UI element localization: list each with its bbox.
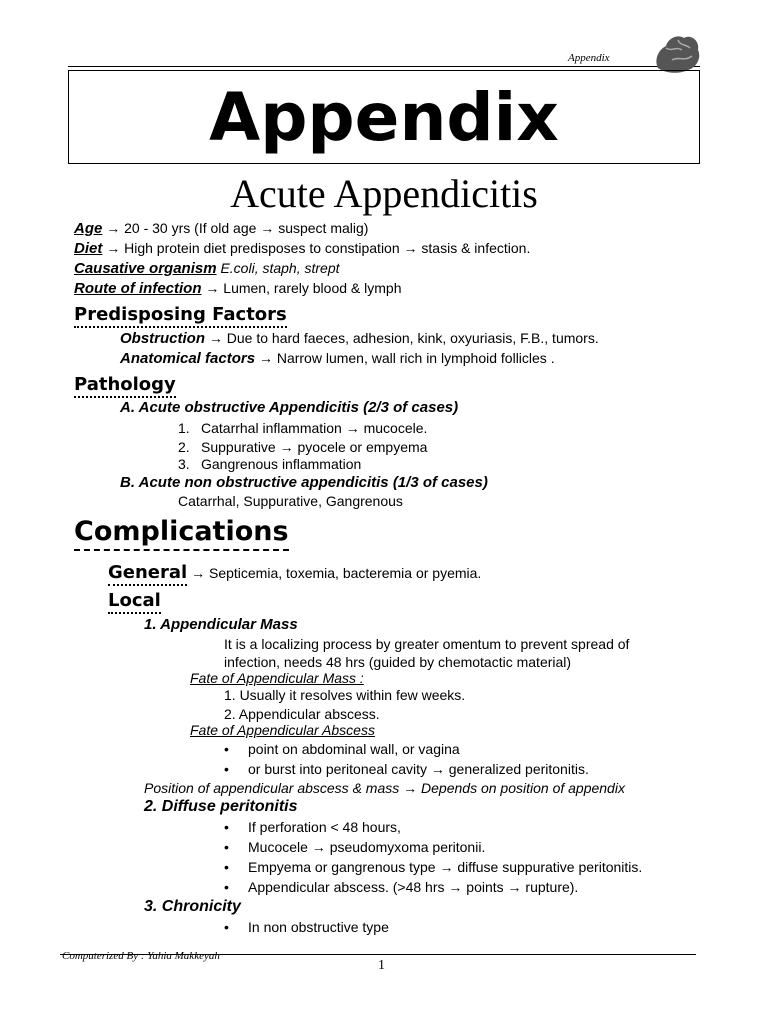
mass-text-2: infection, needs 48 hrs (guided by chemotactic material) — [224, 654, 572, 670]
mass-text-1: It is a localizing process by greater omentum to prevent spread of — [224, 636, 630, 652]
diffuse-item: • Appendicular abscess. (>48 hrs → points → rupture). — [248, 879, 578, 895]
predisposing-anatomical: Anatomical factors → Narrow lumen, wall rich in lymphoid follicles . — [120, 350, 555, 367]
diffuse-item: • Mucocele → pseudomyxoma peritonii. — [248, 839, 485, 855]
route-label: Route of infection — [74, 280, 202, 297]
fate-mass-label: Fate of Appendicular Mass : — [190, 670, 364, 686]
predisposing-heading: Predisposing Factors — [74, 304, 287, 325]
page-title: Appendix — [209, 79, 559, 156]
chronicity-heading: 3. Chronicity — [144, 898, 241, 915]
position-note: Position of appendicular abscess & mass → Depends on position of appendix — [144, 780, 625, 796]
organism-label: Causative organism — [74, 260, 217, 277]
route-text: → Lumen, rarely blood & lymph — [205, 280, 402, 296]
pathology-b-text: Catarrhal, Suppurative, Gangrenous — [178, 493, 403, 509]
local-heading: Local — [108, 590, 161, 611]
organism-text: E.coli, staph, strept — [220, 260, 340, 276]
footer-credit: Computerized By : Yahia Makkeyah — [62, 950, 220, 962]
header-rule — [68, 66, 700, 67]
general-line: General → Septicemia, toxemia, bacteremia or pyemia. — [108, 562, 481, 583]
intro-age — [74, 220, 368, 237]
pathology-a-item: 3. Gangrenous inflammation — [178, 456, 362, 472]
pathology-b-heading: B. Acute non obstructive appendicitis (1/3 of cases) — [120, 474, 488, 491]
fate-mass-item: 2. Appendicular abscess. — [224, 706, 380, 722]
pathology-a-item: 1. Catarrhal inflammation → mucocele. — [178, 420, 428, 436]
mass-heading: 1. Appendicular Mass — [144, 616, 298, 633]
pathology-a-heading: A. Acute obstructive Appendicitis (2/3 of cases) — [120, 399, 459, 416]
diet-label: Diet — [74, 240, 103, 257]
intro-organism — [74, 260, 340, 277]
age-label: Age — [74, 220, 103, 237]
running-header: Appendix — [568, 52, 610, 64]
predisposing-obstruction: Obstruction → Due to hard faeces, adhesion, kink, oxyuriasis, F.B., tumors. — [120, 330, 599, 347]
fate-abscess-label: Fate of Appendicular Abscess — [190, 722, 375, 738]
fate-abscess-item: • point on abdominal wall, or vagina — [248, 741, 460, 757]
fate-mass-item: 1. Usually it resolves within few weeks. — [224, 687, 466, 703]
age-text: → 20 - 30 yrs (If old age → suspect malig) — [106, 220, 369, 236]
pathology-heading: Pathology — [74, 374, 176, 395]
pathology-a-item: 2. Suppurative → pyocele or empyema — [178, 439, 428, 455]
complications-heading: Complications — [74, 516, 289, 547]
diffuse-item: • If perforation < 48 hours, — [248, 819, 401, 835]
page-subtitle: Acute Appendicitis — [230, 171, 538, 216]
diffuse-heading: 2. Diffuse peritonitis — [144, 798, 298, 815]
diet-text: → High protein diet predisposes to constipation → stasis & infection. — [106, 240, 531, 256]
chronicity-item: • In non obstructive type — [248, 919, 389, 935]
page-number: 1 — [378, 958, 385, 973]
fate-abscess-item: • or burst into peritoneal cavity → generalized peritonitis. — [248, 761, 589, 777]
intro-diet — [74, 240, 530, 257]
diffuse-item: • Empyema or gangrenous type → diffuse suppurative peritonitis. — [248, 859, 642, 875]
intro-route — [74, 280, 401, 297]
